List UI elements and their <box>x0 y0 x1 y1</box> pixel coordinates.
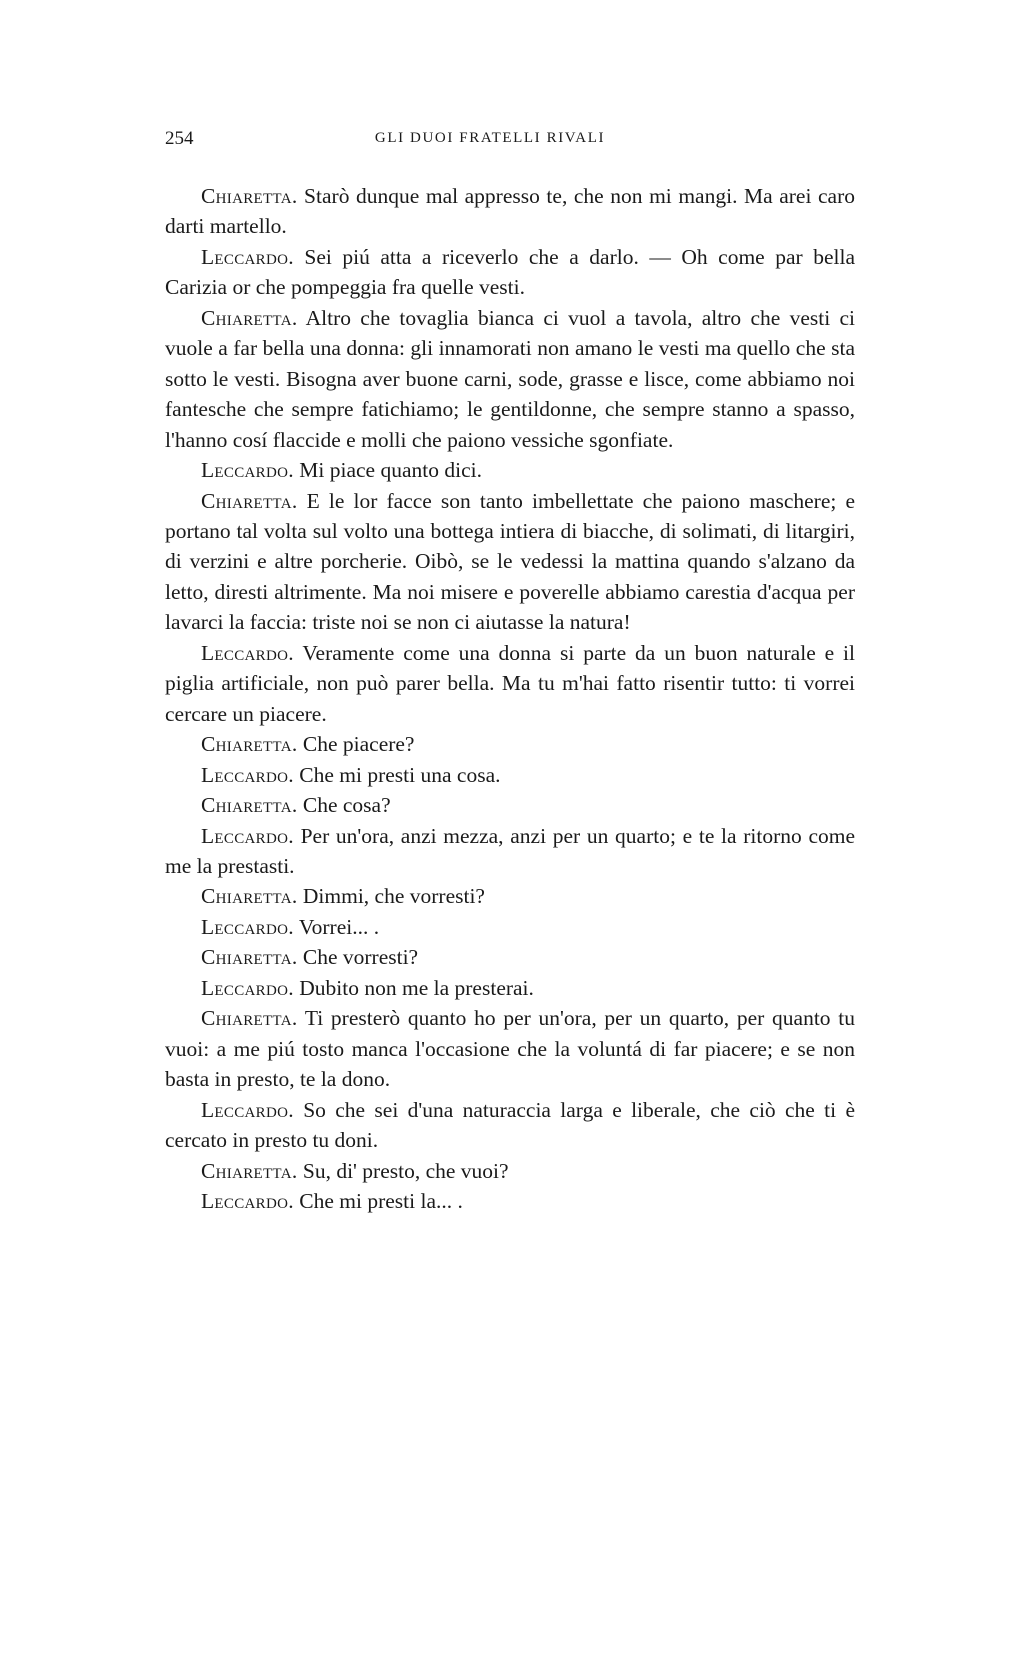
dialogue-paragraph <box>165 1156 855 1186</box>
speaker-name: Chiaretta. <box>201 732 298 757</box>
running-title: GLI DUOI FRATELLI RIVALI <box>374 130 606 146</box>
speech-text: Altro che tovaglia bianca ci vuol a tavola, altro che vesti ci vuole a far bella una donna: gli innamorati non amano le vesti ma quello che sta sotto le vesti. Bisogna aver buone carni, sode, grasse e lisce, come abbiamo noi fantesche che sempre fatichiamo; le gentildonne, che sempre stanno a spasso, l'hanno cosí flaccide e molli che paiono vessiche sgonfiate. <box>165 305 855 452</box>
dialogue-paragraph <box>165 942 855 972</box>
dialogue-paragraph <box>165 729 855 759</box>
page-header <box>165 128 855 152</box>
speech-text: Che mi presti la... . <box>293 1188 463 1213</box>
speech-text: Ti presterò quanto ho per un'ora, per un quarto, per quanto tu vuoi: a me piú tosto manca l'occasione che la voluntá di far piacere; e se non basta in presto, te la dono. <box>165 1006 855 1092</box>
dialogue-paragraph <box>165 181 855 242</box>
speech-text: Che piacere? <box>297 732 415 757</box>
dialogue-paragraph <box>165 912 855 942</box>
dialogue-paragraph <box>165 638 855 729</box>
speaker-name: Leccardo. <box>201 762 294 787</box>
speech-text: E le lor facce son tanto imbellettate che paiono maschere; e portano tal volta sul volto una bottega intiera di biacche, di solimati, di litargiri, di verzini e altre porcherie. Oibò, se le vedessi la mattina quando s'alzano da letto, diresti altrimente. Ma noi misere e poverelle abbiamo carestia d'acqua per lavarci la faccia: triste noi se non ci aiutasse la natura! <box>165 488 855 635</box>
speech-text: Che vorresti? <box>297 945 419 970</box>
speech-text: Dubito non me la presterai. <box>293 975 534 1000</box>
dialogue-paragraph <box>165 1003 855 1094</box>
speech-text: Veramente come una donna si parte da un buon naturale e il piglia artificiale, non può parer bella. Ma tu m'hai fatto risentir tutto: ti vorrei cercare un piacere. <box>165 640 855 726</box>
speech-text: Su, di' presto, che vuoi? <box>297 1158 509 1183</box>
speaker-name: Leccardo. <box>201 1188 294 1213</box>
speaker-name: Chiaretta. <box>201 884 298 909</box>
speaker-name: Leccardo. <box>201 1097 294 1122</box>
speech-text: Starò dunque mal appresso te, che non mi mangi. Ma arei caro darti martello. <box>165 184 855 239</box>
dialogue-paragraph <box>165 1095 855 1156</box>
dialogue-paragraph <box>165 790 855 820</box>
speaker-name: Leccardo. <box>201 823 294 848</box>
dialogue-paragraph <box>165 1186 855 1216</box>
speaker-name: Chiaretta. <box>201 945 298 970</box>
dialogue-paragraph <box>165 455 855 485</box>
speech-text: Che mi presti una cosa. <box>293 762 501 787</box>
speech-text: Mi piace quanto dici. <box>293 458 482 483</box>
speaker-name: Chiaretta. <box>201 488 298 513</box>
speech-text: Che cosa? <box>297 793 391 818</box>
speaker-name: Chiaretta. <box>201 1158 298 1183</box>
dialogue-paragraph <box>165 821 855 882</box>
speaker-name: Leccardo. <box>201 244 294 269</box>
page-number: 254 <box>165 128 194 149</box>
speech-text: Per un'ora, anzi mezza, anzi per un quarto; e te la ritorno come me la prestasti. <box>165 823 855 878</box>
dialogue-paragraph <box>165 881 855 911</box>
speaker-name: Chiaretta. <box>201 184 298 208</box>
speech-text: Vorrei... . <box>293 914 380 939</box>
dialogue-paragraph <box>165 760 855 790</box>
speaker-name: Leccardo. <box>201 914 294 939</box>
speaker-name: Chiaretta. <box>201 793 298 818</box>
dialogue-text <box>165 181 855 1216</box>
speaker-name: Leccardo. <box>201 640 294 665</box>
speech-text: Dimmi, che vorresti? <box>297 884 485 909</box>
speaker-name: Chiaretta. <box>201 305 298 330</box>
dialogue-paragraph <box>165 303 855 455</box>
dialogue-paragraph <box>165 973 855 1003</box>
speaker-name: Chiaretta. <box>201 1006 298 1031</box>
speech-text: Sei piú atta a riceverlo che a darlo. — Oh come par bella Carizia or che pompeggia fra quelle vesti. <box>165 244 855 300</box>
dialogue-paragraph <box>165 242 855 303</box>
speaker-name: Leccardo. <box>201 458 294 483</box>
dialogue-paragraph <box>165 486 855 638</box>
speaker-name: Leccardo. <box>201 975 294 1000</box>
speech-text: So che sei d'una naturaccia larga e liberale, che ciò che ti è cercato in presto tu doni. <box>165 1097 855 1153</box>
